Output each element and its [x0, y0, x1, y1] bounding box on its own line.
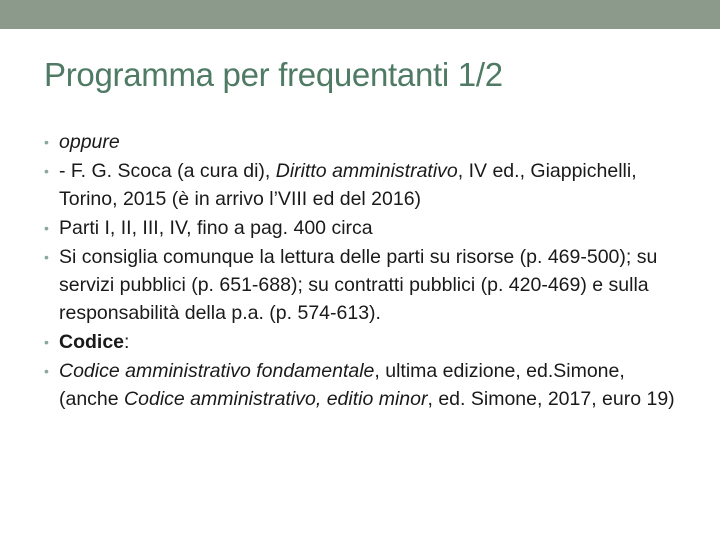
bullet-dot-icon: •: [44, 334, 49, 350]
bullet-item-scoca: [44, 157, 684, 213]
top-accent-bar: [0, 0, 720, 29]
bullet-dot-icon: •: [44, 220, 49, 236]
slide-body: [44, 128, 684, 414]
book-title: Codice amministrativo, editio minor: [124, 388, 428, 410]
bullet-item-codice: [44, 328, 684, 356]
bullet-text-bold: Codice: [59, 331, 125, 353]
bullet-dot-icon: •: [44, 363, 49, 379]
bullet-list: [44, 128, 684, 413]
bullet-text: oppure: [59, 131, 120, 153]
book-title: Codice amministrativo fondamentale: [59, 360, 375, 382]
bullet-text: :: [124, 331, 130, 353]
bullet-dot-icon: •: [44, 134, 49, 150]
bullet-dot-icon: •: [44, 163, 49, 179]
bullet-text: , IV ed., Giappichelli, Torino, 2015 (è in arrivo l’VIII ed del 2016): [59, 160, 637, 210]
bullet-text: , ultima edizione, ed.Simone, (anche: [59, 360, 625, 410]
bullet-item-codice-amministrativo: [44, 357, 684, 413]
bullet-item-oppure: [44, 128, 684, 156]
slide-title: Programma per frequentanti 1/2: [44, 56, 503, 93]
bullet-item-parti: [44, 214, 684, 242]
bullet-text: Parti I, II, III, IV, fino a pag. 400 circa: [59, 217, 373, 239]
bullet-item-consiglio: [44, 243, 684, 327]
bullet-dot-icon: •: [44, 249, 49, 265]
bullet-text: - F. G. Scoca (a cura di),: [59, 160, 276, 182]
bullet-text: , ed. Simone, 2017, euro 19): [427, 388, 675, 410]
bullet-text: Si consiglia comunque la lettura delle parti su risorse (p. 469-500); su servizi pubblici (p. 651-688); su contratti pubblici (p. 420-469) e sulla responsabilità della p.a. (p. 574-613).: [59, 246, 658, 324]
book-title: Diritto amministrativo: [275, 160, 458, 182]
